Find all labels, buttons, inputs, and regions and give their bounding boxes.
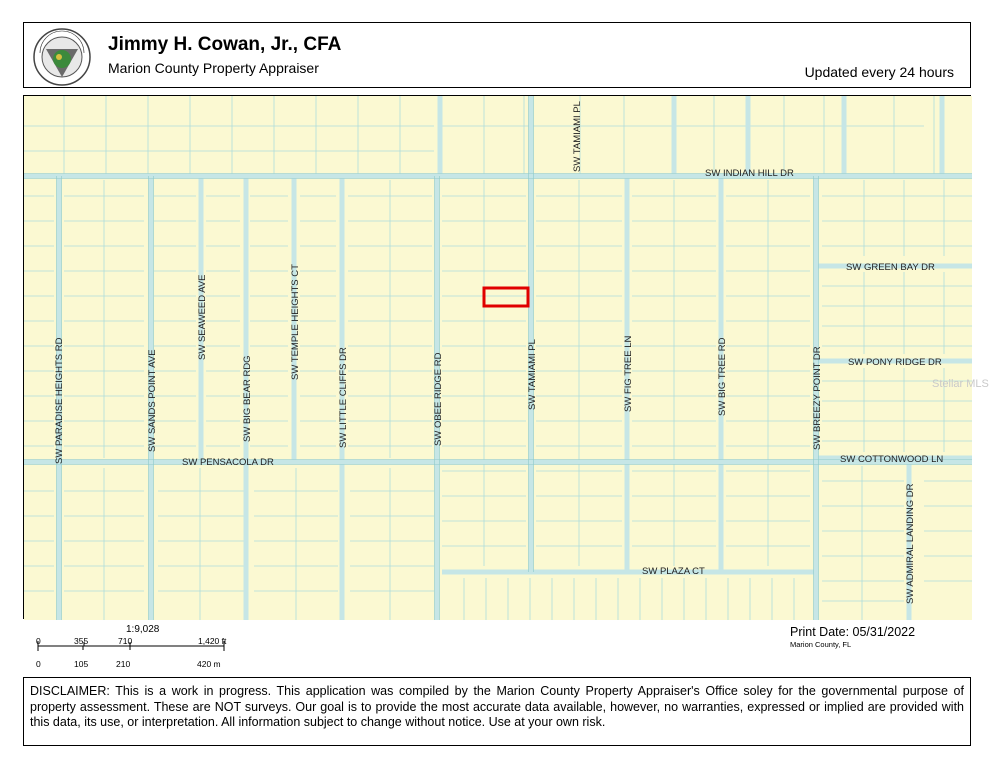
scale-m-2: 210 bbox=[116, 659, 131, 669]
road-label-sands: SW SANDS POINT AVE bbox=[147, 349, 158, 452]
road-label-cliffs: SW LITTLE CLIFFS DR bbox=[338, 347, 349, 448]
update-frequency: Updated every 24 hours bbox=[804, 64, 954, 80]
road-label-pony-ridge: SW PONY RIDGE DR bbox=[848, 357, 942, 368]
county-label: Marion County, FL bbox=[790, 640, 852, 649]
road-label-admiral: SW ADMIRAL LANDING DR bbox=[905, 483, 916, 604]
road-label-tamiami: SW TAMIAMI PL bbox=[527, 339, 538, 410]
road-label-cottonwood: SW COTTONWOOD LN bbox=[840, 454, 944, 465]
scale-ft-1: 355 bbox=[74, 636, 89, 646]
scale-m-1: 105 bbox=[74, 659, 89, 669]
map-canvas[interactable] bbox=[24, 96, 989, 620]
scale-m-0: 0 bbox=[36, 659, 41, 669]
road-label-pensacola: SW PENSACOLA DR bbox=[182, 457, 274, 468]
scale-ft-2: 710 bbox=[118, 636, 133, 646]
parcel-map[interactable] bbox=[23, 95, 989, 619]
road-label-paradise: SW PARADISE HEIGHTS RD bbox=[54, 337, 65, 464]
scale-m-3: 420 m bbox=[197, 659, 221, 669]
disclaimer-text: DISCLAIMER: This is a work in progress. This application was compiled by the Marion County Property Appraiser's Office soley for the governmental purpose of property assessment. These are NOT surveys. Our goal is to provide the most accurate data available, however, no warranties, expressed or implied are provided with this data, its use, or interpretation. All information subject to change without notice. Use at your own risk. bbox=[30, 684, 964, 729]
road-label-obee: SW OBEE RIDGE RD bbox=[433, 352, 444, 446]
appraiser-subtitle: Marion County Property Appraiser bbox=[108, 60, 319, 76]
road-label-green-bay: SW GREEN BAY DR bbox=[846, 262, 935, 273]
scale-ft-3: 1,420 ft bbox=[198, 636, 227, 646]
disclaimer-box bbox=[23, 677, 971, 746]
scale-ratio: 1:9,028 bbox=[126, 624, 160, 635]
appraiser-seal-icon bbox=[32, 27, 92, 87]
road-label-breezy: SW BREEZY POINT DR bbox=[812, 346, 823, 450]
road-label-indian-hill: SW INDIAN HILL DR bbox=[705, 168, 794, 179]
road-label-seaweed: SW SEAWEED AVE bbox=[197, 274, 208, 360]
road-label-bigbear: SW BIG BEAR RDG bbox=[242, 355, 253, 442]
mls-watermark: Stellar MLS bbox=[932, 378, 989, 390]
scale-bar bbox=[28, 622, 268, 670]
print-date: Print Date: 05/31/2022 bbox=[790, 625, 916, 639]
scale-ft-0: 0 bbox=[36, 636, 41, 646]
road-label-figtree: SW FIG TREE LN bbox=[623, 335, 634, 412]
map-header bbox=[23, 22, 971, 88]
road-label-plaza: SW PLAZA CT bbox=[642, 566, 705, 577]
road-label-temple: SW TEMPLE HEIGHTS CT bbox=[290, 264, 301, 380]
road-label-bigtree: SW BIG TREE RD bbox=[717, 337, 728, 416]
appraiser-title: Jimmy H. Cowan, Jr., CFA bbox=[108, 34, 342, 55]
road-label-tamiami-top: SW TAMIAMI PL bbox=[572, 101, 583, 172]
